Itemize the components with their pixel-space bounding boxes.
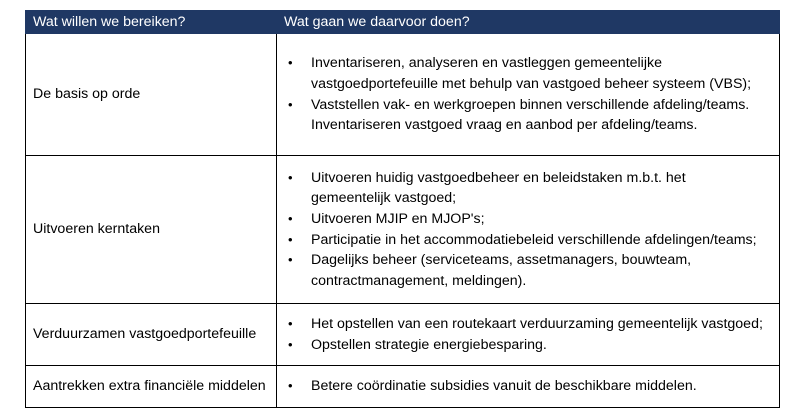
bullet-icon: •	[288, 378, 293, 394]
bullet-icon: •	[288, 96, 293, 112]
list-item	[284, 335, 763, 356]
bullet-icon: •	[288, 169, 293, 185]
list-item	[284, 95, 763, 136]
action-text: Inventariseren, analyseren en vastleggen gemeentelijke vastgoedportefeuille met behulp van vastgoed beheer systeem (VBS);	[311, 55, 752, 92]
goal-cell: Aantrekken extra financiële middelen	[26, 366, 277, 408]
list-item	[284, 250, 763, 291]
bullet-icon: •	[288, 336, 293, 352]
actions-cell	[277, 156, 780, 304]
list-item	[284, 209, 763, 230]
action-text: Uitvoeren huidig vastgoedbeheer en beleidstaken m.b.t. het gemeentelijk vastgoed;	[311, 169, 686, 207]
list-item	[284, 314, 763, 335]
bullet-icon: •	[288, 55, 293, 71]
action-text: Dagelijks beheer (serviceteams, assetmanagers, bouwteam, contractmanagement, meldingen).	[311, 252, 692, 289]
list-item	[284, 168, 763, 209]
table-row	[26, 304, 780, 366]
actions-cell	[277, 366, 780, 408]
bullet-icon: •	[288, 252, 293, 268]
list-item	[284, 53, 763, 94]
bullet-icon: •	[288, 315, 293, 331]
header-actions: Wat gaan we daarvoor doen?	[277, 11, 780, 34]
action-text: Het opstellen van een routekaart verduurzaming gemeentelijk vastgoed;	[311, 315, 763, 332]
actions-cell	[277, 304, 780, 366]
list-item	[284, 376, 763, 397]
action-text: Participatie in het accommodatiebeleid verschillende afdelingen/teams;	[311, 231, 757, 248]
goal-cell: Uitvoeren kerntaken	[26, 156, 277, 304]
action-text: Vaststellen vak- en werkgroepen binnen verschillende afdeling/teams. Inventariseren vastgoed vraag en aanbod per afdeling/teams.	[311, 96, 750, 134]
action-list	[284, 376, 763, 397]
table-row	[26, 156, 780, 304]
bullet-icon: •	[288, 231, 293, 247]
bullet-icon: •	[288, 210, 293, 226]
goal-cell: De basis op orde	[26, 34, 277, 156]
actions-cell	[277, 34, 780, 156]
list-item	[284, 230, 763, 251]
action-text: Opstellen strategie energiebesparing.	[311, 336, 547, 353]
goals-actions-table	[25, 10, 780, 408]
action-list	[284, 168, 763, 292]
action-list	[284, 53, 763, 135]
action-text: Betere coördinatie subsidies vanuit de beschikbare middelen.	[311, 378, 697, 395]
header-goal: Wat willen we bereiken?	[26, 11, 277, 34]
action-text: Uitvoeren MJIP en MJOP's;	[311, 210, 485, 227]
action-list	[284, 314, 763, 355]
table-row	[26, 366, 780, 408]
goal-cell: Verduurzamen vastgoedportefeuille	[26, 304, 277, 366]
table-header-row	[26, 11, 780, 34]
table-row	[26, 34, 780, 156]
